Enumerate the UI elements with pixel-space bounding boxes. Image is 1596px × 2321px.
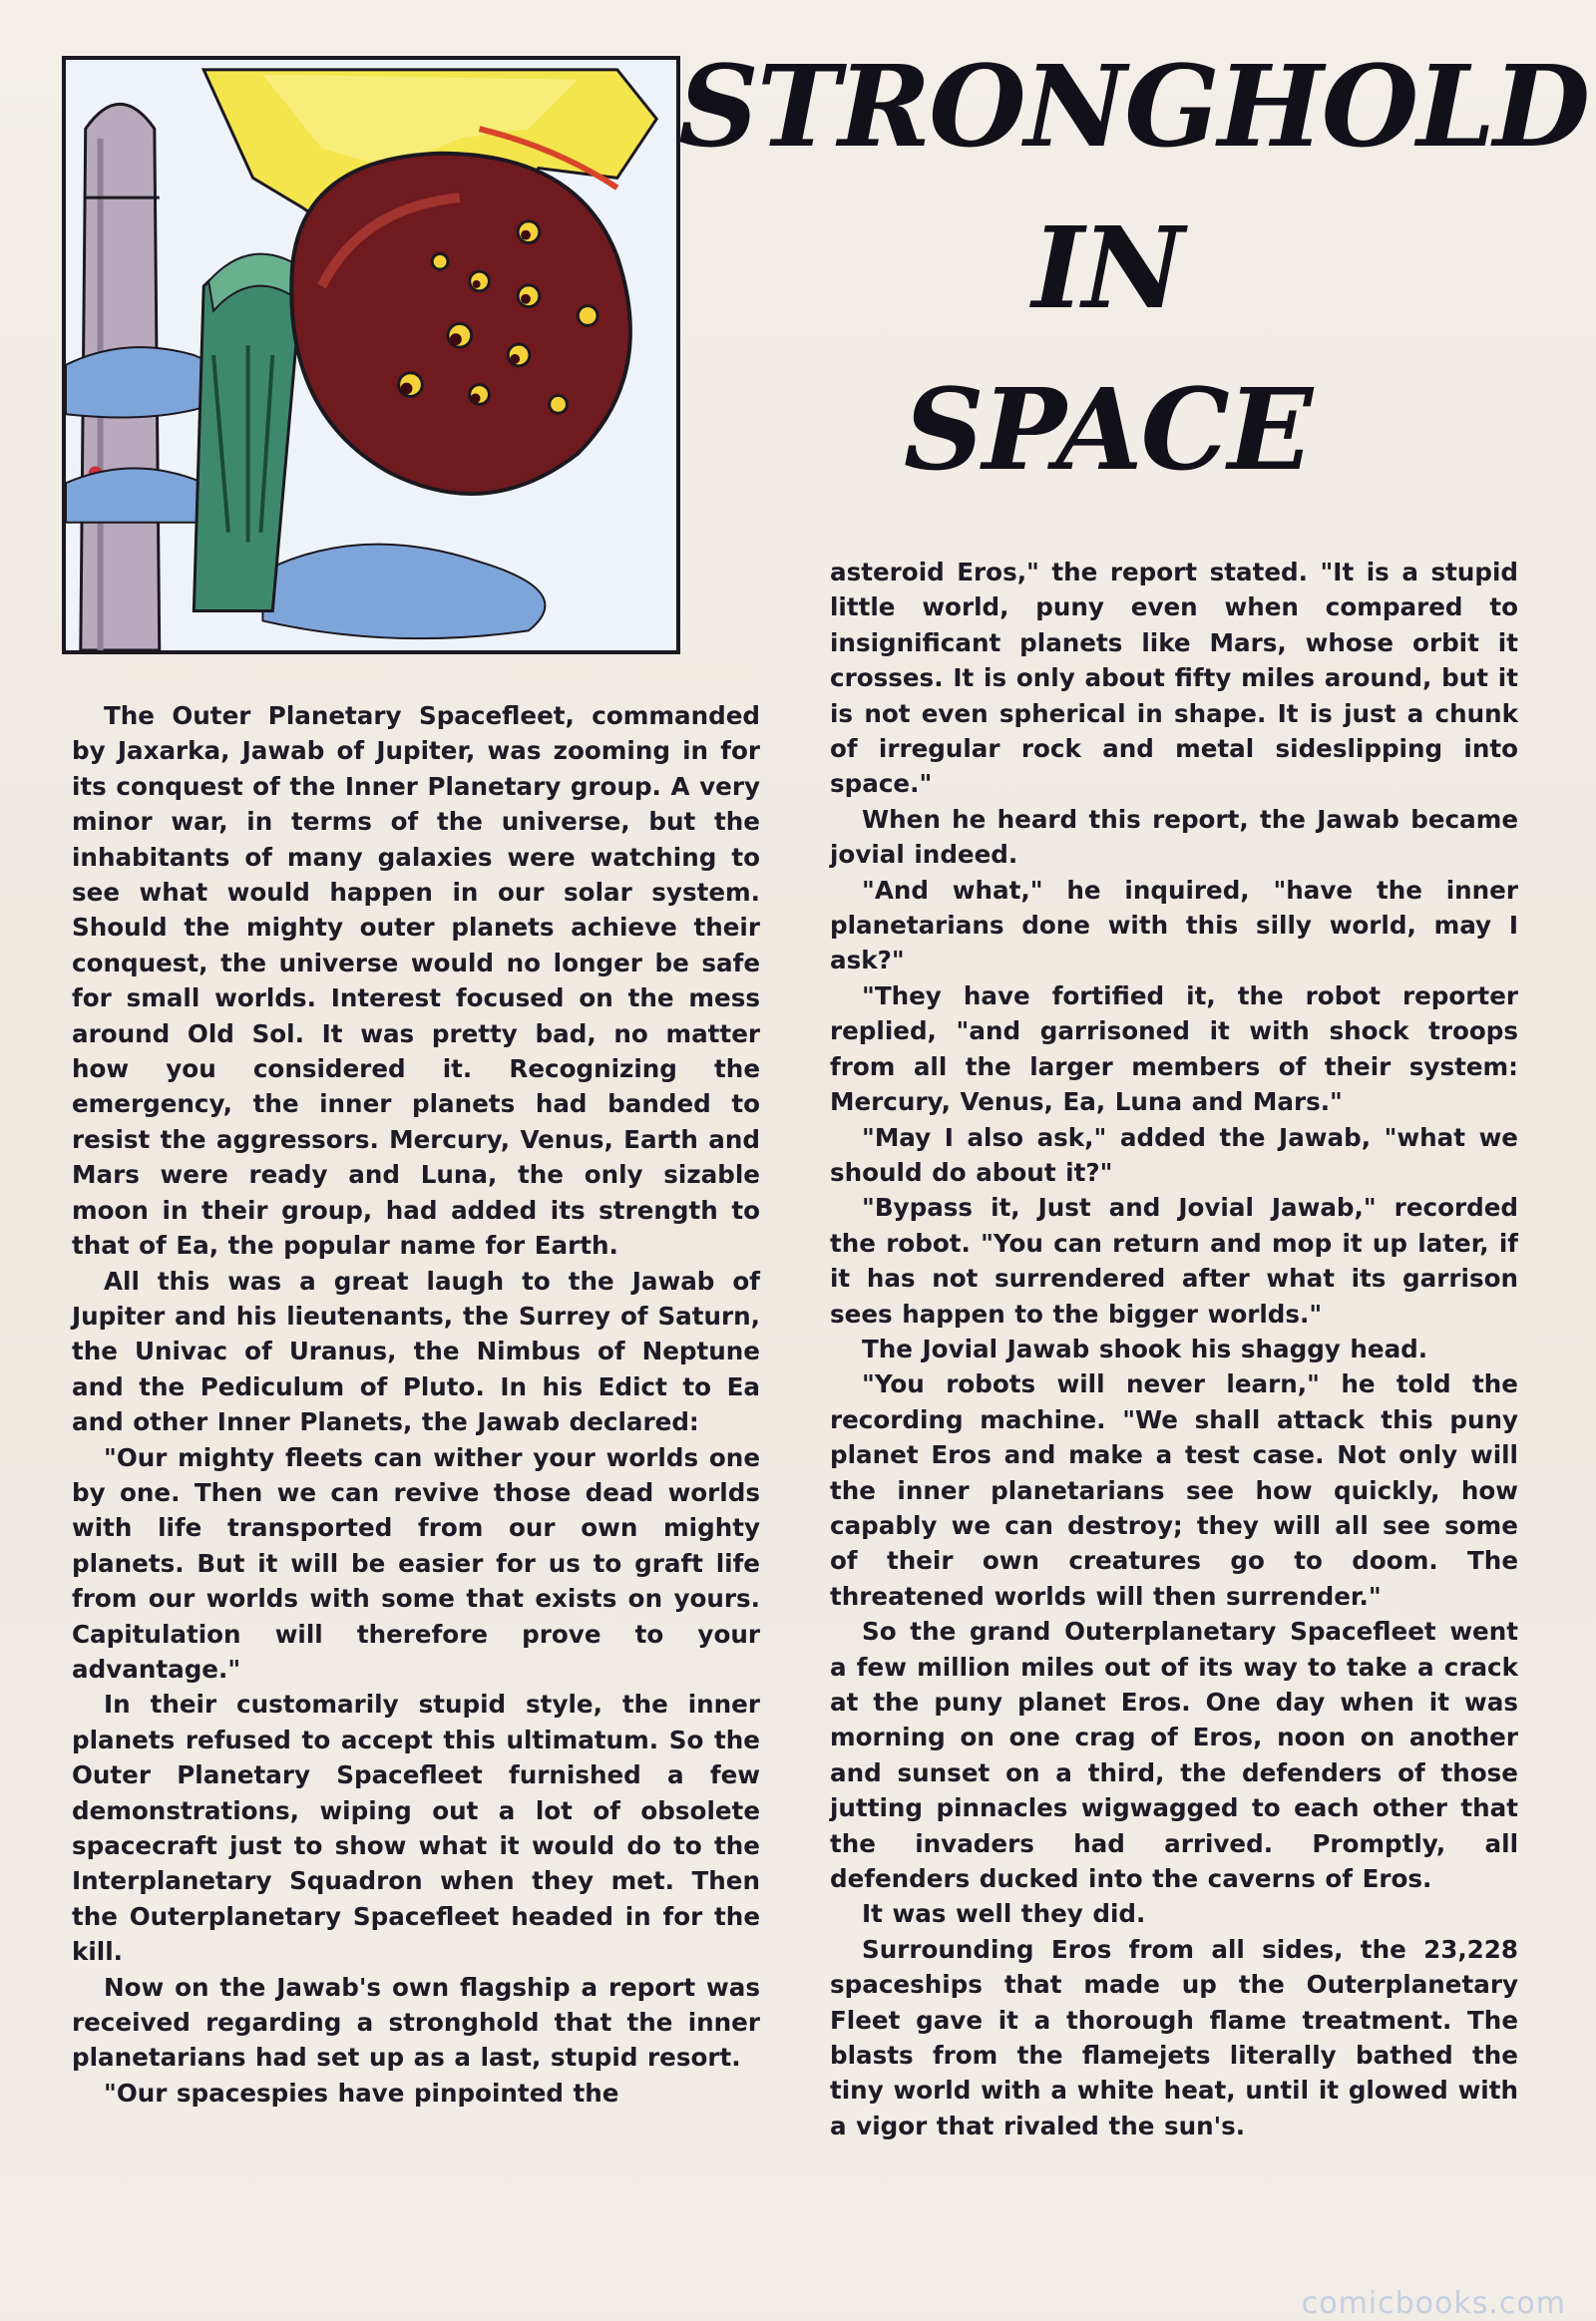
title-line-2: IN xyxy=(1031,203,1183,334)
paragraph: When he heard this report, the Jawab became jovial indeed. xyxy=(830,804,1518,870)
title-line-1: STRONGHOLD xyxy=(678,42,1589,173)
paragraph: Surrounding Eros from all sides, the 23,228 spaceships that made up the Outerplanetary Fleet gave it a thorough flame treatment. The blasts from the flamejets literally bathed the tiny world with a white heat, until it glowed with a vigor that rivaled the sun's. xyxy=(830,1934,1518,2140)
paragraph: "Bypass it, Just and Jovial Jawab," recorded the robot. "You can return and mop it up later, if it has not surrendered after what its garrison sees happen to the bigger worlds." xyxy=(830,1193,1518,1329)
paragraph: asteroid Eros," the report stated. "It is a stupid little world, puny even when compared to insignificant planets like Mars, whose orbit it crosses. It is only about fifty miles around, but it is not even spherical in shape. It is just a chunk of irregular rock and metal sideslipping into space." xyxy=(830,558,1518,799)
title-line-3: SPACE xyxy=(903,365,1312,496)
right-text-column xyxy=(830,555,1518,2143)
paragraph: Now on the Jawab's own flagship a report was received regarding a stronghold that the inner planetarians had set up as a last, stupid resort. xyxy=(72,1972,760,2073)
paragraph: "And what," he inquired, "have the inner planetarians done with this silly world, may I ask?" xyxy=(830,875,1518,975)
paragraph: "Our spacespies have pinpointed the xyxy=(104,2078,619,2108)
paragraph: "You robots will never learn," he told the recording machine. "We shall attack this puny planet Eros and make a test case. Not only will the inner planetarians see how quickly, how capably we can destroy; they will all see some of their own creatures go to doom. The threatened worlds will then surrender." xyxy=(830,1369,1518,1611)
paragraph: The Jovial Jawab shook his shaggy head. xyxy=(862,1334,1428,1363)
paragraph: The Outer Planetary Spacefleet, commanded by Jaxarka, Jawab of Jupiter, was zooming in for its conquest of the Inner Planetary group. A very minor war, in terms of the universe, but the inhabitants of many galaxies were watching to see what would happen in our solar system. Should the mighty outer planets achieve their conquest, the universe would no longer be safe for small worlds. Interest focused on the mess around Old Sol. It was pretty bad, no matter how you considered it. Recognizing the emergency, the inner planets had banded to resist the aggressors. Mercury, Venus, Earth and Mars were ready and Luna, the only sizable moon in their group, had added its strength to that of Ea, the popular name for Earth. xyxy=(72,701,760,1261)
paragraph: "May I also ask," added the Jawab, "what we should do about it?" xyxy=(830,1122,1518,1187)
story-title xyxy=(678,42,1589,507)
paragraph: So the grand Outerplanetary Spacefleet went a few million miles out of its way to take a crack at the puny planet Eros. One day when it was morning on one crag of Eros, noon on another and sunset on a third, the defenders of those jutting pinnacles wigwagged to each other that the invaders had arrived. Promptly, all defenders ducked into the caverns of Eros. xyxy=(830,1617,1518,1894)
left-text-column xyxy=(72,698,760,2111)
paragraph: All this was a great laugh to the Jawab of Jupiter and his lieutenants, the Surrey of Saturn, the Univac of Uranus, the Nimbus of Neptune and the Pediculum of Pluto. In his Edict to Ea and other Inner Planets, the Jawab declared: xyxy=(72,1266,760,1437)
site-watermark: comicbooks.com xyxy=(1301,2286,1566,2321)
flaming-asteroid-illustration xyxy=(66,60,676,650)
paragraph: In their customarily stupid style, the inner planets refused to accept this ultimatum. So the Outer Planetary Spacefleet furnished a few demonstrations, wiping out a lot of obsolete spacecraft just to show what it would do to the Interplanetary Squadron when they met. Then the Outerplanetary Spacefleet headed in for the kill. xyxy=(72,1690,760,1967)
paragraph: "They have fortified it, the robot reporter replied, "and garrisoned it with shock troops from all the larger members of their system: Mercury, Venus, Ea, Luna and Mars." xyxy=(830,980,1518,1117)
illustration-panel xyxy=(62,56,680,654)
paragraph: "Our mighty fleets can wither your worlds one by one. Then we can revive those dead worlds with life transported from our own mighty planets. But it will be easier for us to graft life from our worlds with some that exists on yours. Capitulation will therefore prove to your advantage." xyxy=(72,1442,760,1684)
paragraph: It was well they did. xyxy=(862,1899,1146,1929)
